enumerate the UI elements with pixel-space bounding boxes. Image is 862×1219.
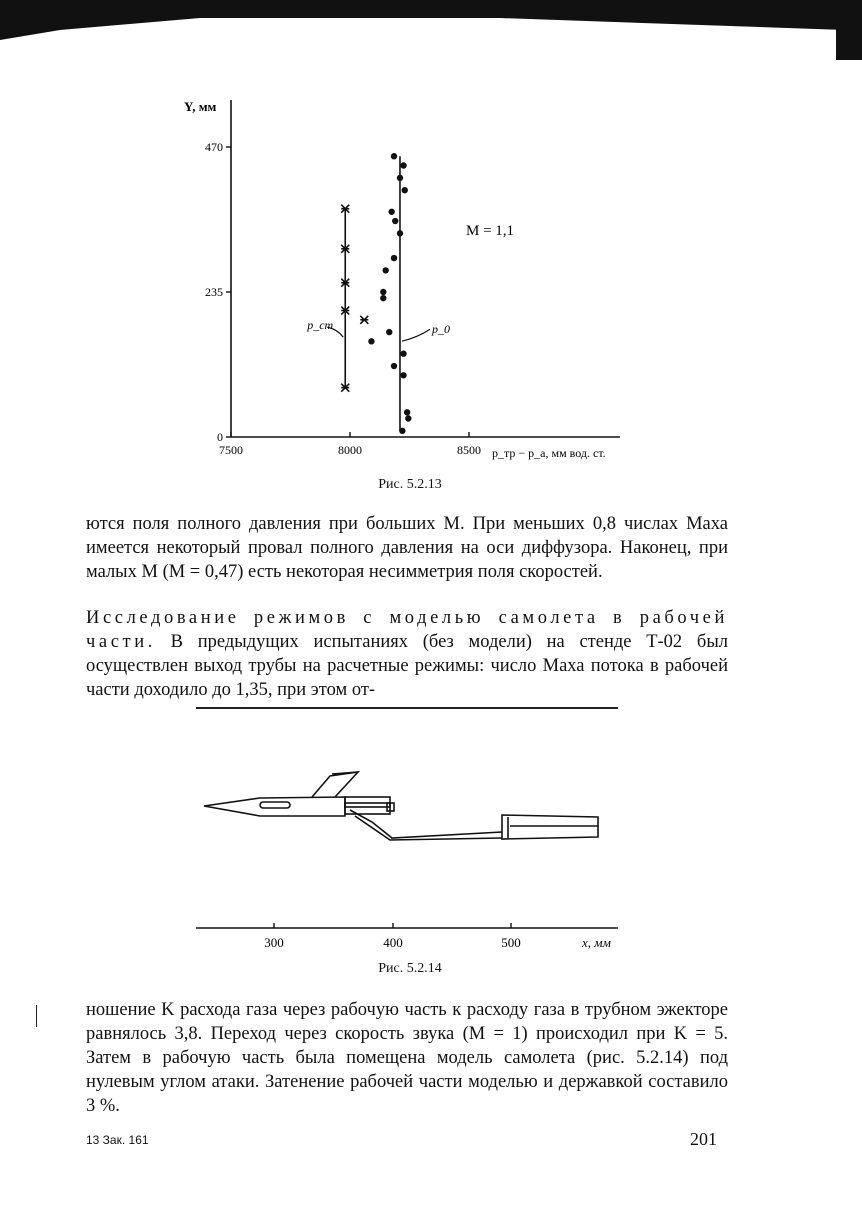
x-tick-label: 8000 [338,443,362,457]
data-point [402,187,408,193]
ruler-tick-label: 500 [501,935,521,950]
data-point [405,415,411,421]
data-point [391,363,397,369]
series-leader [402,329,430,341]
figure-2-caption: Рис. 5.2.14 [378,961,442,976]
x-ticks [219,432,481,457]
margin-mark [36,1005,37,1027]
data-point [386,329,392,335]
ruler-tick-label: 400 [383,935,403,950]
y-axis-label: Y, мм [184,99,217,114]
data-point [388,209,394,215]
y-tick-label: 0 [217,430,223,444]
data-point [404,409,410,415]
figure-1-caption: Рис. 5.2.13 [378,477,442,492]
data-point [397,230,403,236]
data-point [392,218,398,224]
x-axis-label: p_тр − p_a, мм вод. ст. [492,446,606,460]
ruler-tick-label: 300 [264,935,284,950]
section-heading: Исследование режимов с моделью самолета в рабочей части. [86,608,728,652]
signature-mark: 13 Зак. 161 [86,1133,149,1147]
pressure-scatter-chart [170,85,690,465]
mach-label: M = 1,1 [466,223,515,239]
paragraph-2 [86,606,728,702]
x-tick-label: 7500 [219,443,243,457]
data-point [380,295,386,301]
data-point [360,316,368,324]
series-label: p_0 [431,322,450,337]
data-point [400,372,406,378]
paragraph-1: ются поля полного давления при больших М. При меньших 0,8 числах Маха имеется некоторый провал полного давления на оси диффузора. Наконец, при малых М (М = 0,47) есть некоторая несимметрия поля скоростей. [86,514,728,582]
data-point [368,338,374,344]
figure-top-rule [196,707,618,709]
aircraft-model-drawing [190,760,630,960]
paragraph-3: ношение K расхода газа через рабочую часть к расходу газа в трубном эжекторе равнялось 3,8. Переход через скорость звука (М = 1) происходил при K = 5. Затем в рабочую часть была помещена модель самолета (рис. 5.2.14) под нулевым углом атаки. Затенение рабочей части моделью и державкой составило 3 %. [86,1000,728,1116]
data-point [380,289,386,295]
series-label: p_ст [307,318,334,333]
y-tick-label: 235 [205,285,223,299]
y-ticks [205,140,231,444]
y-tick-label: 470 [205,140,223,154]
data-point [399,428,405,434]
paragraph-2-text: В предыдущих испытаниях (без модели) на стенде Т-02 был осуществлен выход трубы на расчетные режимы: число Маха потока в рабочей части доходило до 1,35, при этом от- [86,632,728,700]
data-point [400,162,406,168]
ruler-axis-label: x, мм [582,935,611,950]
data-series [306,153,450,434]
x-tick-label: 8500 [457,443,481,457]
data-point [391,153,397,159]
scan-top-edge [0,0,862,60]
data-point [383,267,389,273]
data-point [397,175,403,181]
data-point [391,255,397,261]
data-point [400,351,406,357]
x-axis-ruler [196,923,618,950]
page-number: 201 [690,1129,717,1149]
